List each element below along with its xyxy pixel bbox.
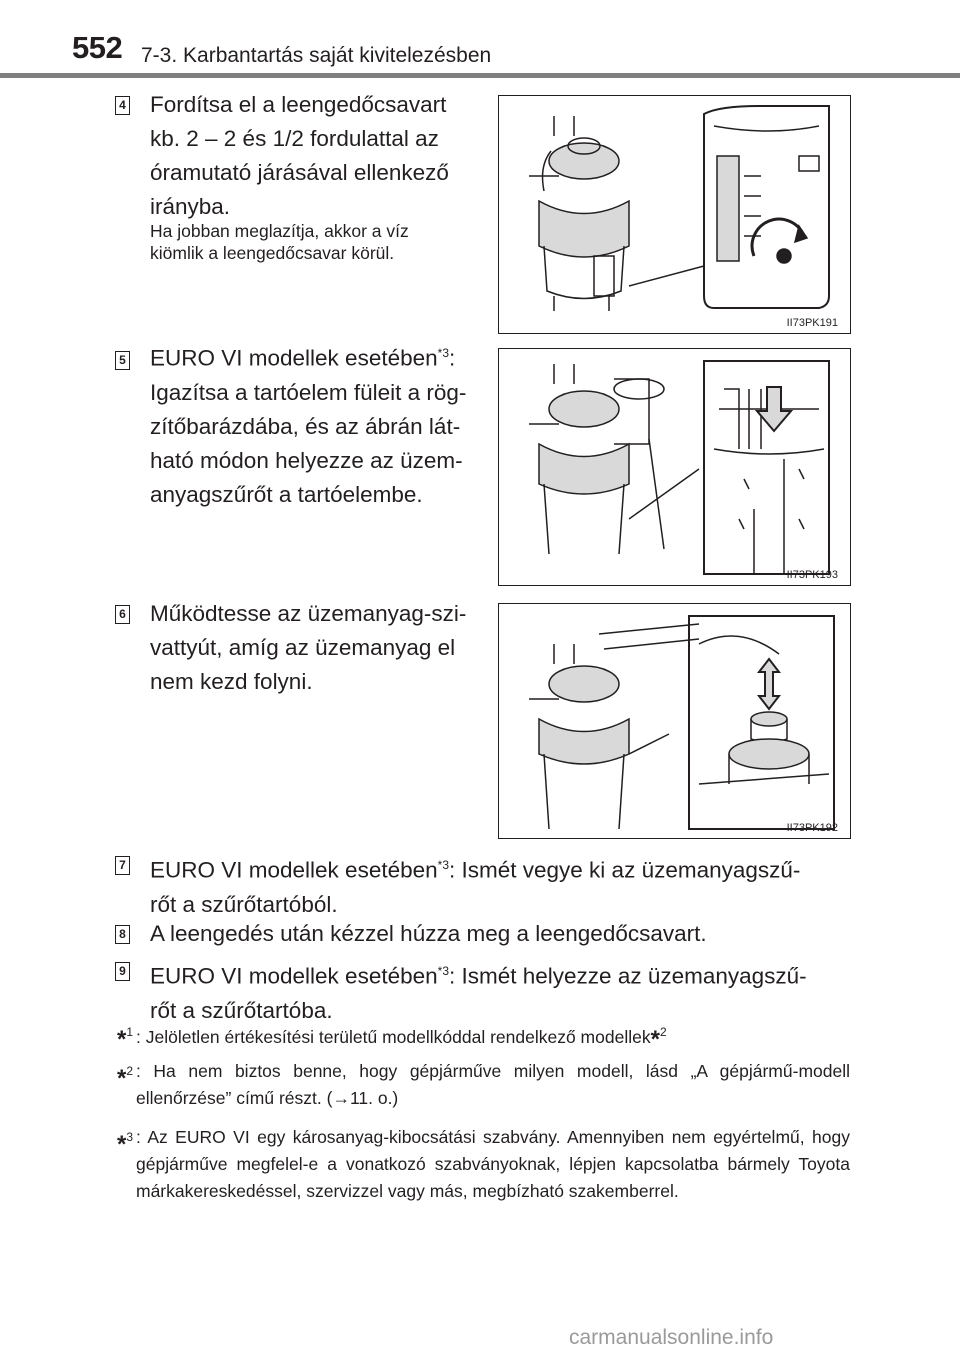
footnote-ref-mark: * — [650, 1025, 660, 1053]
step-number-4: 4 — [115, 96, 130, 115]
step-5-line: Igazítsa a tartóelem füleit a rög- — [150, 379, 467, 405]
step-5-line: ható módon helyezze az üzem- — [150, 447, 463, 473]
step-6-line: vattyút, amíg az üzemanyag el — [150, 635, 456, 660]
fuel-filter-drain-illustration — [499, 96, 851, 334]
footnote-mark: *$^2$ — [117, 1064, 134, 1092]
footnote-ref-3: *3 — [437, 964, 449, 978]
figure-drain-plug — [498, 95, 851, 334]
step-7-rest: : Ismét vegye ki az üzemanyagszű- — [449, 857, 801, 883]
step-9-line — [150, 954, 850, 994]
figure-code: II73PK192 — [786, 822, 838, 834]
step-number-7: 7 — [115, 856, 130, 875]
step-6-line: Működtesse az üzemanyag-szi- — [150, 601, 467, 626]
step-5-title-end: : — [449, 345, 456, 371]
footnote-ref-3: *3 — [437, 346, 449, 360]
step-9-lead: EURO VI modellek esetében — [150, 963, 438, 989]
footnote-mark: *$^1$ — [117, 1025, 134, 1053]
footnote-ref-num: 2 — [659, 1025, 667, 1039]
step-4-text — [150, 88, 449, 224]
step-number-8: 8 — [115, 925, 130, 944]
step-4-line: Fordítsa el a leengedőcsavart — [150, 92, 447, 117]
figure-fuel-pump — [498, 603, 851, 839]
footnote-1 — [117, 1019, 850, 1053]
step-5-text — [150, 336, 466, 512]
step-9-line: rőt a szűrőtartóba. — [150, 997, 333, 1023]
page-number: 552 — [72, 30, 123, 65]
step-4-line: óramutató járásával ellenkező — [150, 160, 449, 185]
step-number-5: 5 — [115, 351, 130, 370]
step-5-line: anyagszűrőt a tartóelembe. — [150, 481, 423, 507]
step-7-line: rőt a szűrőtartóból. — [150, 891, 338, 917]
filter-holder-illustration — [499, 349, 851, 586]
step-7-lead: EURO VI modellek esetében — [150, 857, 438, 883]
footnote-ref-3: *3 — [437, 858, 449, 872]
step-5-line: zítőbarázdába, és az ábrán lát- — [150, 413, 461, 439]
step-9-text — [150, 954, 850, 1028]
step-4-line: kb. 2 – 2 és 1/2 fordulattal az — [150, 126, 439, 151]
step-7-line — [150, 848, 850, 888]
step-5-title-text: EURO VI modellek esetében — [150, 345, 438, 371]
footnote-mark: *$^3$ — [117, 1130, 134, 1158]
step-4-note-line: Ha jobban meglazítja, akkor a víz — [150, 221, 409, 241]
section-title: 7-3. Karbantartás saját kivitelezésben — [141, 44, 492, 67]
step-number-9: 9 — [115, 962, 130, 981]
step-6-text — [150, 597, 466, 699]
header-rule — [0, 73, 960, 78]
footnote-text: : Jelöletlen értékesítési területű modellkóddal rendelkező modellek — [136, 1026, 651, 1047]
step-4-note — [150, 220, 409, 264]
step-9-rest: : Ismét helyezze az üzemanyagszű- — [449, 963, 807, 989]
figure-filter-holder — [498, 348, 851, 586]
step-8-text: A leengedés után kézzel húzza meg a leengedőcsavart. — [150, 921, 707, 946]
step-7-text — [150, 848, 850, 922]
footnote-text: : Ha nem biztos benne, hogy gépjárműve milyen modell, lásd „A gépjármű-modell ellenőrzése” című részt. (→11. o.) — [136, 1061, 850, 1108]
watermark: carmanualsonline.info — [569, 1326, 774, 1349]
figure-code: II73PK193 — [786, 569, 838, 581]
step-5-title — [150, 336, 466, 376]
step-4-line: irányba. — [150, 194, 231, 219]
page-header — [0, 0, 960, 80]
fuel-pump-illustration — [499, 604, 851, 839]
footnote-text: : Az EURO VI egy károsanyag-kibocsátási szabvány. Amennyiben nem egyértelmű, hogy gépjárműve megfelel-e a vonatkozó szabványoknak, lépjen kapcsolatba bármely Toyota márkakereskedéssel, szervizzel vagy más, megbízható szakemberrel. — [136, 1127, 850, 1201]
step-number-6: 6 — [115, 605, 130, 624]
step-4-note-line: kiömlik a leengedőcsavar körül. — [150, 243, 395, 263]
footnote-2 — [117, 1058, 850, 1112]
footnote-3 — [117, 1124, 850, 1205]
figure-code: II73PK191 — [786, 317, 838, 329]
step-6-line: nem kezd folyni. — [150, 669, 313, 694]
